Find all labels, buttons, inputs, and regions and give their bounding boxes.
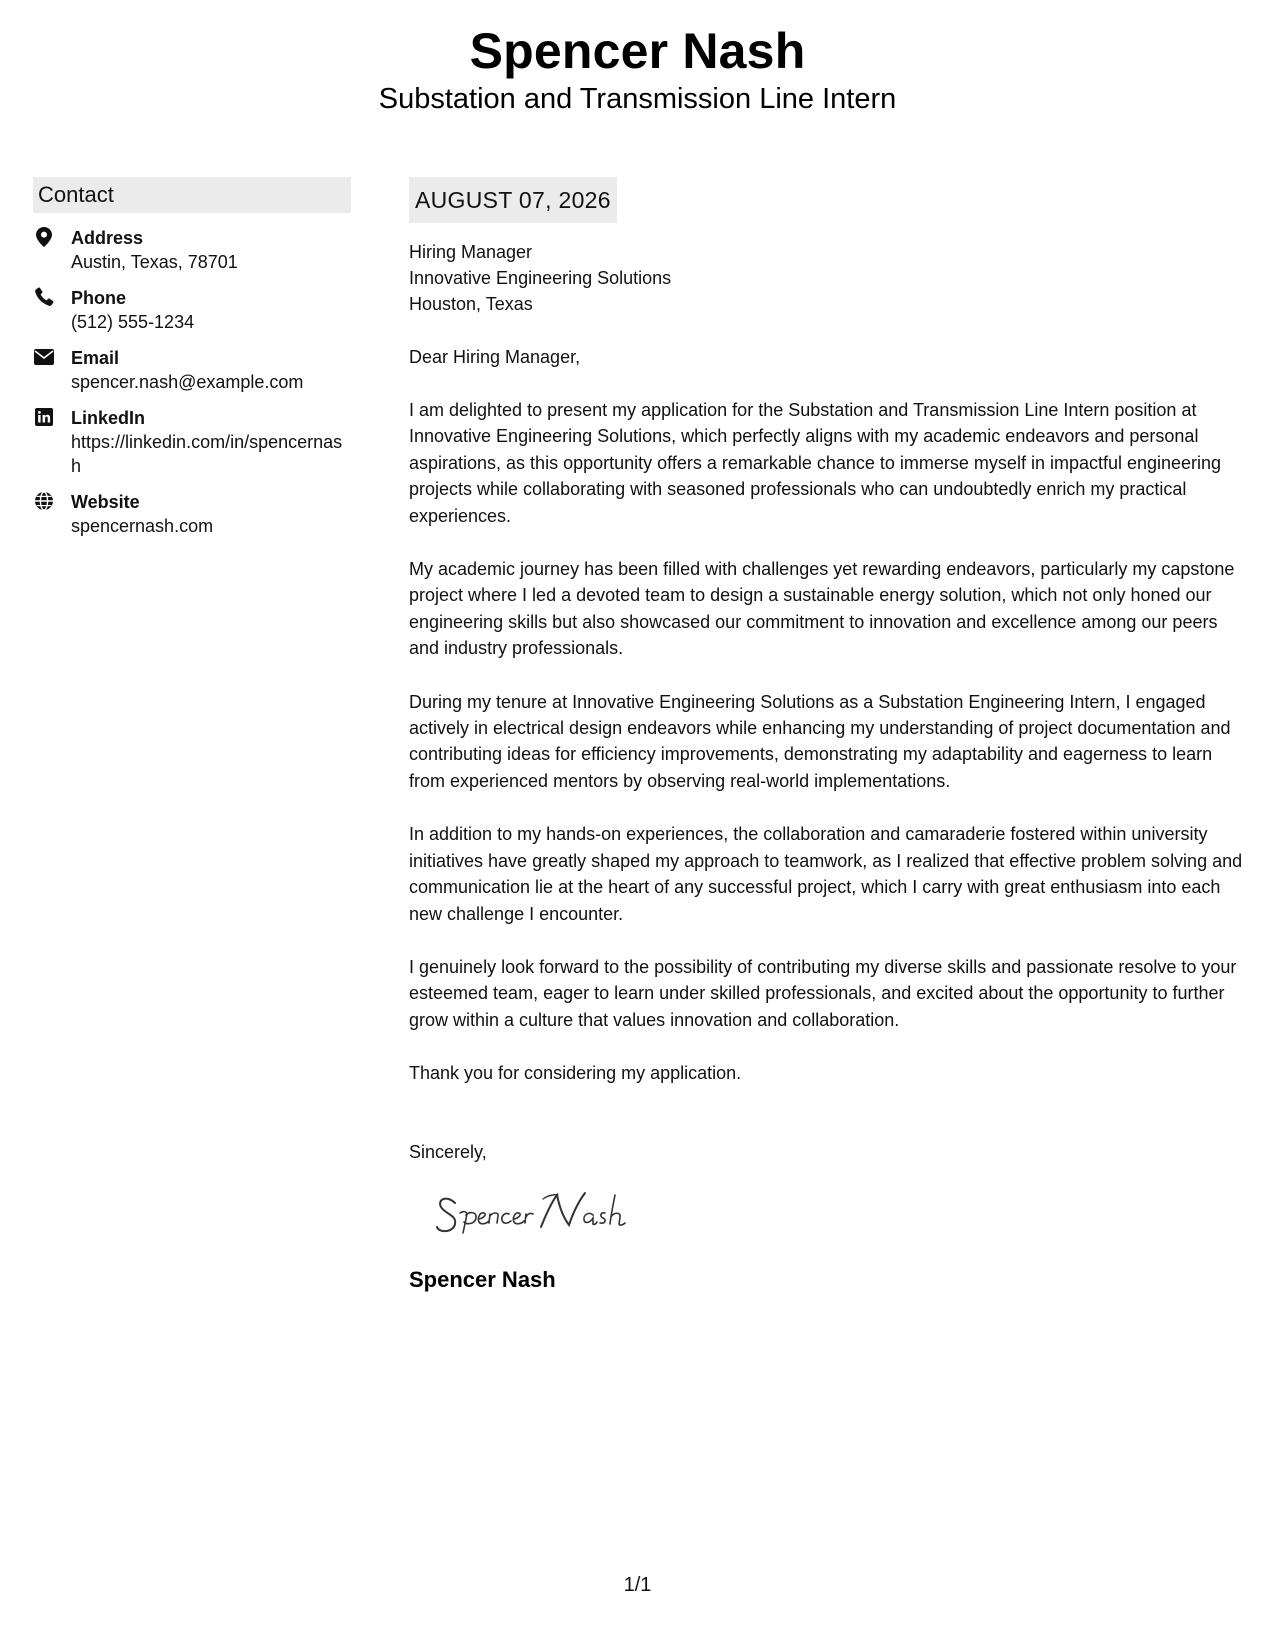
recipient-block <box>409 239 1249 317</box>
recipient-name: Hiring Manager <box>409 242 533 262</box>
contact-value-phone: (512) 555-1234 <box>71 312 195 332</box>
signer-name: Spencer Nash <box>409 1266 556 1292</box>
letter-paragraph: I genuinely look forward to the possibility of contributing my diverse skills and passionate resolve to your esteemed team, eager to learn under skilled professionals, and excited about the opportunity to further grow within a culture that values innovation and collaboration. <box>409 956 1237 1030</box>
letter-body <box>409 177 1249 1294</box>
applicant-name: Spencer Nash <box>469 23 806 79</box>
closing: Sincerely, <box>409 1141 487 1162</box>
contact-list <box>33 226 351 538</box>
letter-paragraph: In addition to my hands-on experiences, the collaboration and camaraderie fostered within university initiatives have greatly shaped my approach to teamwork, as I realized that effective problem solving and communication lie at the heart of any successful project, which I carry with great enthusiasm into each new challenge I encounter. <box>409 824 1243 924</box>
contact-sidebar <box>33 177 351 550</box>
contact-value-website[interactable]: spencernash.com <box>71 516 214 536</box>
applicant-job-title: Substation and Transmission Line Intern <box>378 83 897 115</box>
contact-item-website <box>33 490 351 538</box>
contact-item-address <box>33 226 351 274</box>
salutation: Dear Hiring Manager, <box>409 347 581 367</box>
letter-paragraph: I am delighted to present my application for the Substation and Transmission Line Intern position at Innovative Engineering Solutions, which perfectly aligns with my academic endeavors and personal aspirations, as this opportunity offers a remarkable chance to immerse myself in impactful engineering projects while collaborating with seasoned professionals who can undoubtedly enrich my practical experiences. <box>409 400 1222 526</box>
contact-value-linkedin[interactable]: https://linkedin.com/in/spencernash <box>71 432 343 476</box>
contact-label-website: Website <box>71 492 140 512</box>
contact-value-address: Austin, Texas, 78701 <box>71 252 238 272</box>
contact-label-phone: Phone <box>71 288 127 308</box>
contact-item-phone <box>33 286 351 334</box>
contact-label-address: Address <box>71 228 144 248</box>
contact-label-linkedin: LinkedIn <box>71 408 146 428</box>
letter-paragraph: Thank you for considering my application. <box>409 1063 742 1084</box>
handwritten-signature <box>433 1183 653 1239</box>
globe-icon <box>33 490 55 512</box>
letter-paragraph: During my tenure at Innovative Engineering Solutions as a Substation Engineering Intern, I engaged actively in electrical design endeavors while enhancing my understanding of project documentation and contributing ideas for efficiency improvements, demonstrating my adaptability and eagerness to learn from experienced mentors by observing real-world implementations. <box>409 691 1231 791</box>
letter-header <box>0 22 1275 116</box>
letter-date: AUGUST 07, 2026 <box>409 177 617 223</box>
page-number: 1/1 <box>623 1574 652 1596</box>
letter-paragraph: My academic journey has been filled with challenges yet rewarding endeavors, particularly my capstone project where I led a devoted team to design a sustainable energy solution, which not only honed our engineering skills but also showcased our commitment to innovation and excellence among our peers and industry professionals. <box>409 559 1235 659</box>
contact-heading: Contact <box>33 177 351 213</box>
contact-label-email: Email <box>71 348 120 368</box>
linkedin-icon <box>33 406 55 428</box>
contact-value-email[interactable]: spencer.nash@example.com <box>71 372 304 392</box>
phone-icon <box>33 286 55 308</box>
recipient-company: Innovative Engineering Solutions <box>409 268 672 288</box>
contact-item-email <box>33 346 351 394</box>
contact-item-linkedin <box>33 406 351 478</box>
map-pin-icon <box>33 226 55 248</box>
recipient-location: Houston, Texas <box>409 294 533 314</box>
envelope-icon <box>33 346 55 368</box>
